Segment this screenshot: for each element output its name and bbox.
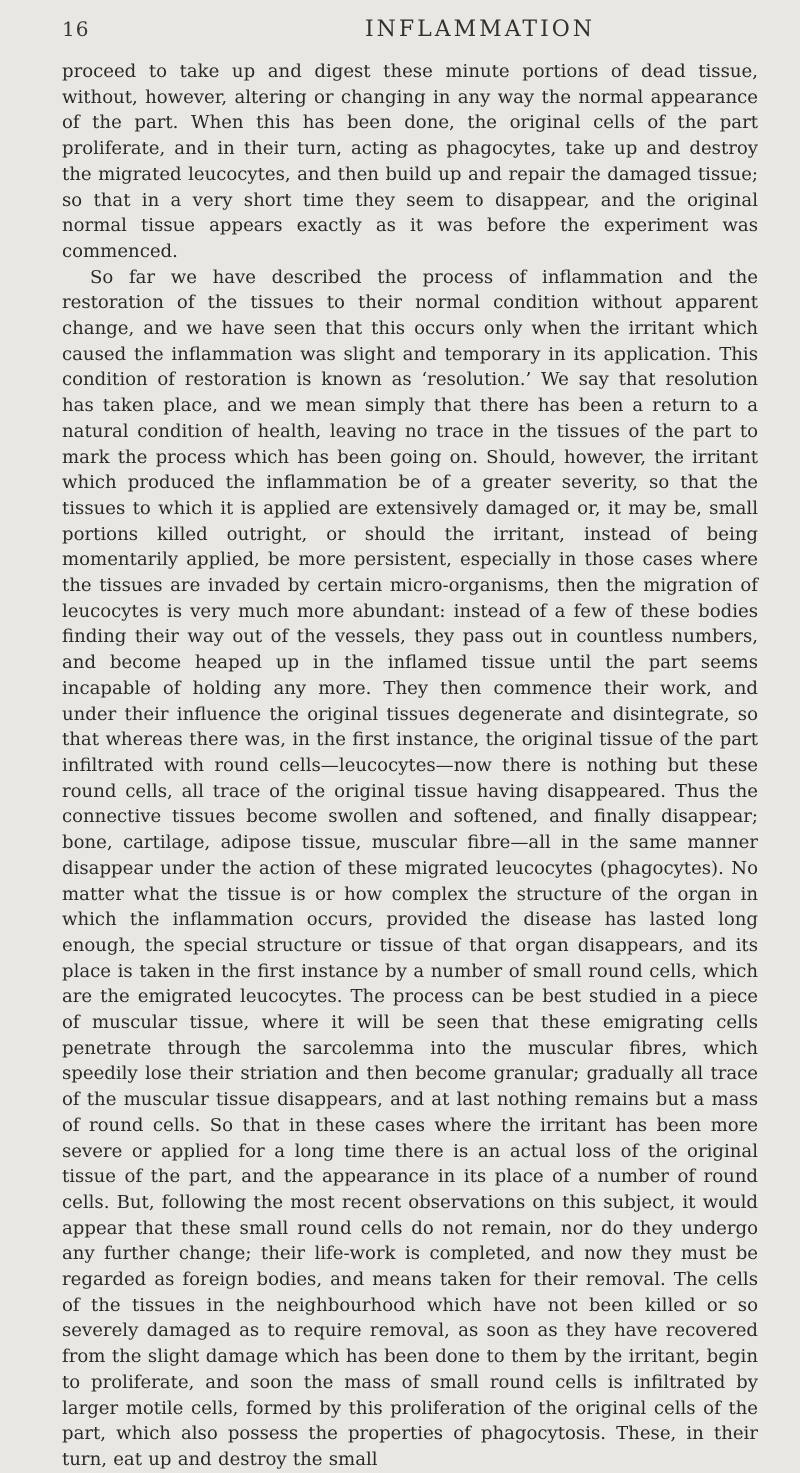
page-number: 16 <box>62 17 90 41</box>
running-head <box>62 17 758 49</box>
paragraph-continued: proceed to take up and digest these minute portions of dead tissue, without, however, altering or changing in any way the normal appearance of the part. When this has been done, the original cells of the part proliferate, and in their turn, acting as phagocytes, take up and destroy the migrated leucocytes, and then build up and repair the damaged tissue; so that in a very short time they seem to disappear, and the original normal tissue appears exactly as it was before the experiment was commenced. <box>62 61 758 262</box>
body-text <box>62 59 758 1473</box>
paragraph-resolution: So far we have described the process of inflammation and the restoration of the tissues to their normal condition without apparent change, and we have seen that this occurs only when the irritant which caused the inflammation was slight and temporary in its application. This condition of restoration is known as ‘resolution.’ We say that resolution has taken place, and we mean simply that there has been a return to a natural condition of health, leaving no trace in the tissues of the part to mark the process which has been going on. Should, however, the irritant which produced the inflammation be of a greater severity, so that the tissues to which it is applied are extensively damaged or, it may be, small portions killed outright, or should the irritant, instead of being momentarily applied, be more persistent, especially in those cases where the tissues are invaded by certain micro-organisms, then the migration of leucocytes is very much more abundant: instead of a few of these bodies finding their way out of the vessels, they pass out in countless numbers, and become heaped up in the inflamed tissue until the part seems incapable of holding any more. They then commence their work, and under their influence the original tissues degenerate and disintegrate, so that whereas there was, in the first instance, the original tissue of the part infiltrated with round cells—leucocytes—now there is nothing but these round cells, all trace of the original tissue having disappeared. Thus the connective tissues become swollen and softened, and finally disappear; bone, cartilage, adipose tissue, muscular fibre—all in the same manner disappear under the action of these migrated leucocytes (phagocytes). No matter what the tissue is or how complex the structure of the organ in which the inflammation occurs, provided the disease has lasted long enough, the special structure or tissue of that organ disappears, and its place is taken in the first instance by a number of small round cells, which are the emigrated leucocytes. The process can be best studied in a piece of muscular tissue, where it will be seen that these emigrating cells penetrate through the sarcolemma into the muscular fibres, which speedily lose their striation and then become granular; gradually all trace of the muscular tissue disappears, and at last nothing remains but a mass of round cells. So that in these cases where the irritant has been more severe or applied for a long time there is an actual loss of the original tissue of the part, and the appearance in its place of a number of round cells. But, following the most recent observations on this subject, it would appear that these small round cells do not remain, nor do they undergo any further change; their life-work is completed, and now they must be regarded as foreign bodies, and means taken for their removal. The cells of the tissues in the neighbourhood which have not been killed or so severely damaged as to require removal, as soon as they have recovered from the slight damage which has been done to them by the irritant, begin to proliferate, and soon the mass of small round cells is infiltrated by larger motile cells, formed by this proliferation of the original cells of the part, which also possess the properties of phagocytosis. These, in their turn, eat up and destroy the small <box>62 266 758 1470</box>
running-title: INFLAMMATION <box>364 17 596 42</box>
